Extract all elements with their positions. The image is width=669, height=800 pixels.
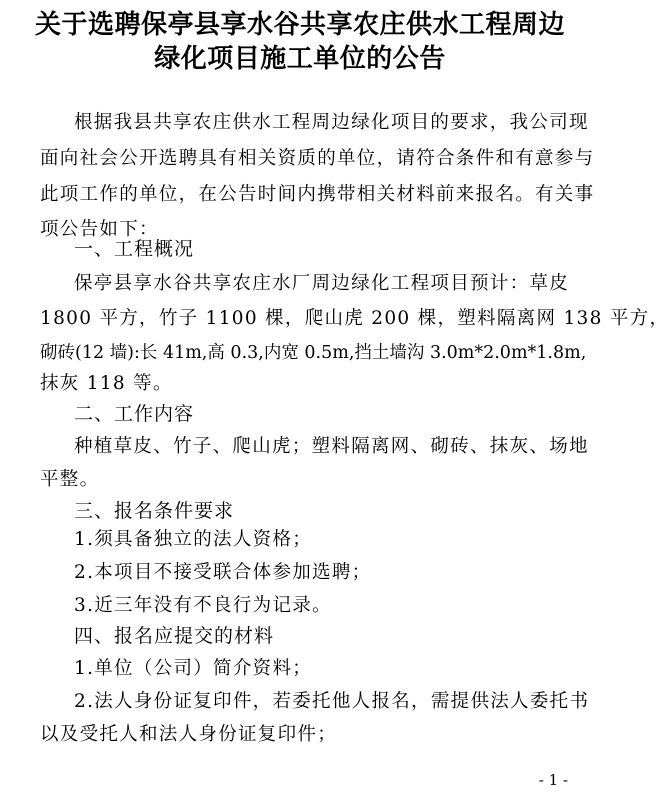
section-1-line-1: 保亭县享水谷共享农庄水厂周边绿化工程项目预计：草皮 — [74, 273, 570, 294]
intro-line-4: 项公告如下： — [40, 219, 159, 240]
section-4-line-2: 2.法人身份证复印件，若委托他人报名，需提供法人委托书 — [74, 691, 590, 712]
intro-line-1: 根据我县共享农庄供水工程周边绿化项目的要求，我公司现 — [74, 112, 589, 133]
section-heading-2: 二、工作内容 — [74, 403, 195, 425]
intro-line-2: 面向社会公开选聘具有相关资质的单位，请符合条件和有意参与 — [40, 148, 595, 169]
section-heading-4: 四、报名应提交的材料 — [74, 625, 275, 647]
section-1-line-3: 砌砖(12 墙):长 41m,高 0.3,内宽 0.5m,挡土墙沟 3.0m*2.0m*1.8m, — [40, 343, 587, 363]
section-3-line-3: 3.近三年没有不良行为记录。 — [74, 595, 332, 616]
section-2-line-1: 种植草皮、竹子、爬山虎；塑料隔离网、砌砖、抹灰、场地 — [74, 436, 589, 457]
section-heading-1: 一、工程概况 — [74, 238, 195, 260]
document-title-line-2: 绿化项目施工单位的公告 — [154, 44, 446, 74]
section-1-line-4: 抹灰 118 等。 — [40, 373, 173, 394]
section-2-line-2: 平整。 — [40, 469, 100, 490]
page-number: - 1 - — [538, 771, 568, 789]
section-4-line-1: 1.单位（公司）简介资料； — [74, 658, 313, 679]
intro-line-3: 此项工作的单位，在公告时间内携带相关材料前来报名。有关事 — [40, 184, 595, 205]
section-4-line-3: 以及受托人和法人身份证复印件； — [40, 724, 338, 745]
section-3-line-1: 1.须具备独立的法人资格； — [74, 529, 313, 550]
document-title-line-1: 关于选聘保亭县享水谷共享农庄供水工程周边 — [34, 10, 565, 40]
section-heading-3: 三、报名条件要求 — [74, 500, 235, 522]
section-3-line-2: 2.本项目不接受联合体参加选聘； — [74, 562, 372, 583]
section-1-line-2: 1800 平方，竹子 1100 棵，爬山虎 200 棵，塑料隔离网 138 平方， — [40, 308, 669, 329]
